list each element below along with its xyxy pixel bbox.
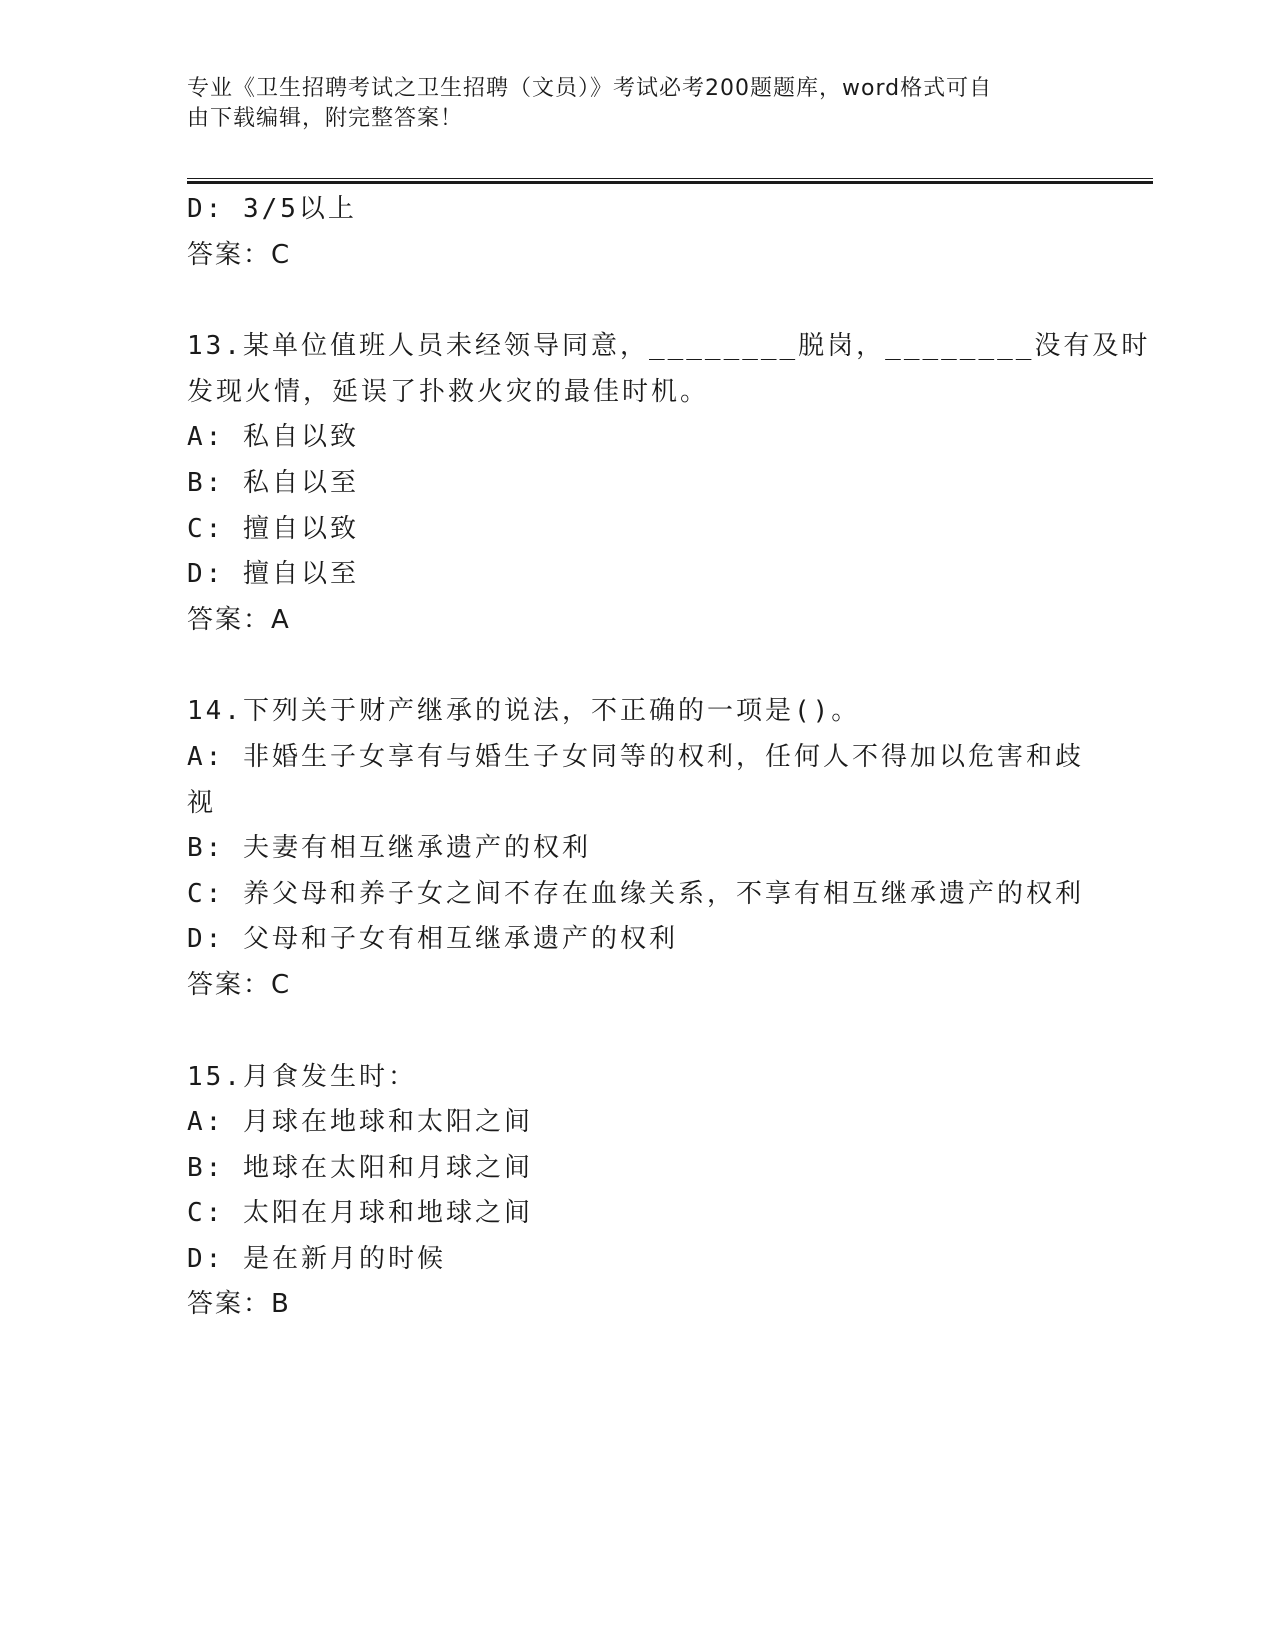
- question-stem-continued: 发现火情，延误了扑救火灾的最佳时机。: [187, 376, 710, 407]
- option-b: B: 地球在太阳和月球之间: [187, 1152, 533, 1183]
- header-rule-thin: [187, 178, 1153, 179]
- option-d: D: 父母和子女有相互继承遗产的权利: [187, 924, 678, 955]
- question-12-continued: [187, 187, 1087, 278]
- option-c: C: 养父母和养子女之间不存在血缘关系，不享有相互继承遗产的权利: [187, 878, 1084, 909]
- question-13: [187, 324, 1151, 643]
- question-15: [187, 1055, 1087, 1329]
- document-header: [187, 74, 1067, 134]
- option-b: B: 私自以至: [187, 467, 359, 498]
- option-d: D: 是在新月的时候: [187, 1243, 446, 1274]
- header-line-2: 由下载编辑，附完整答案！: [187, 106, 464, 131]
- question-stem: 13.某单位值班人员未经领导同意，________脱岗，________没有及时: [187, 331, 1151, 362]
- option-a-continued: 视: [187, 787, 217, 818]
- question-stem: 14.下列关于财产继承的说法，不正确的一项是()。: [187, 696, 861, 727]
- option-c: C: 擅自以致: [187, 513, 359, 544]
- question-14: [187, 689, 1087, 1008]
- question-spacer: [187, 278, 1087, 324]
- option-d: D: 3/5以上: [187, 194, 357, 224]
- option-b: B: 夫妻有相互继承遗产的权利: [187, 833, 591, 864]
- question-spacer: [187, 1009, 1087, 1055]
- answer-line: 答案：C: [187, 239, 292, 270]
- answer-line: 答案：A: [187, 604, 291, 635]
- question-stem: 15.月食发生时：: [187, 1061, 417, 1092]
- question-spacer: [187, 643, 1087, 689]
- answer-line: 答案：B: [187, 1289, 291, 1320]
- option-d: D: 擅自以至: [187, 559, 359, 590]
- answer-line: 答案：C: [187, 969, 292, 1000]
- question-list: [187, 187, 1151, 1328]
- option-c: C: 太阳在月球和地球之间: [187, 1198, 533, 1229]
- option-a: A: 月球在地球和太阳之间: [187, 1107, 533, 1138]
- option-a: A: 私自以致: [187, 422, 359, 453]
- header-rule-thick: [187, 181, 1153, 184]
- header-line-1: 专业《卫生招聘考试之卫生招聘（文员）》考试必考200题题库，word格式可自: [187, 76, 993, 101]
- option-a: A: 非婚生子女享有与婚生子女同等的权利，任何人不得加以危害和歧: [187, 741, 1084, 772]
